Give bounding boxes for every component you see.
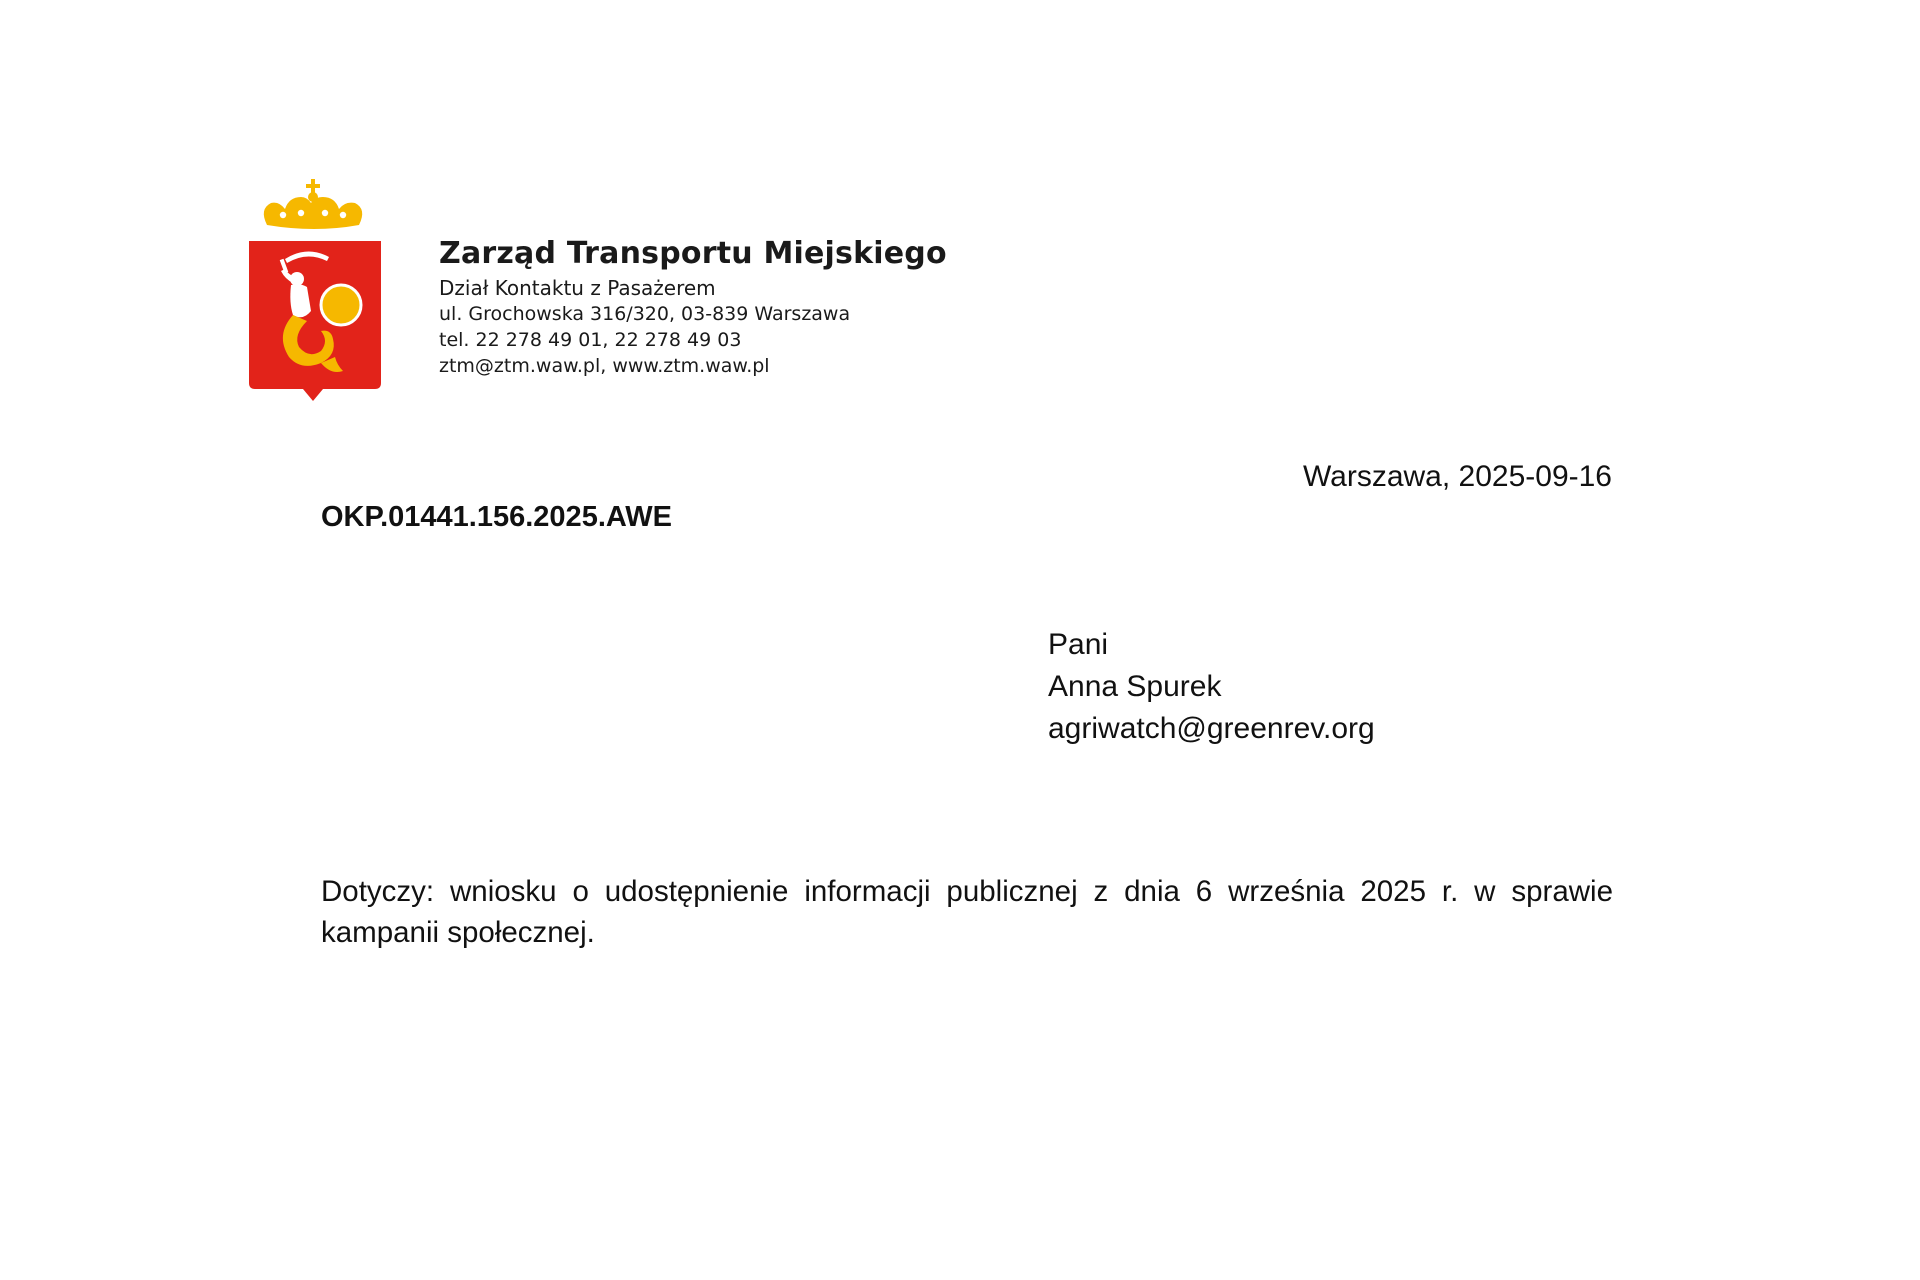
recipient-block	[1048, 624, 1375, 750]
shield-shape	[249, 241, 381, 401]
department-name: Dział Kontaktu z Pasażerem	[439, 276, 716, 300]
warsaw-coat-of-arms-icon	[245, 175, 385, 405]
organization-phone: tel. 22 278 49 01, 22 278 49 03	[439, 329, 742, 351]
organization-contact: ztm@ztm.waw.pl, www.ztm.waw.pl	[439, 355, 770, 377]
letter-date: Warszawa, 2025-09-16	[1302, 460, 1612, 493]
recipient-name: Anna Spurek	[1048, 670, 1222, 703]
organization-name: Zarząd Transportu Miejskiego	[439, 236, 947, 271]
organization-address: ul. Grochowska 316/320, 03-839 Warszawa	[439, 303, 851, 325]
reference-number: OKP.01441.156.2025.AWE	[321, 501, 672, 533]
subject-line: Dotyczy: wniosku o udostępnienie informacji publicznej z dnia 6 września 2025 r. w sprawie kampanii społecznej.	[321, 875, 1613, 949]
letterhead-text	[439, 236, 1139, 379]
crown-icon	[264, 179, 362, 229]
recipient-salutation: Pani	[1048, 628, 1109, 661]
recipient-email: agriwatch@greenrev.org	[1048, 712, 1375, 745]
